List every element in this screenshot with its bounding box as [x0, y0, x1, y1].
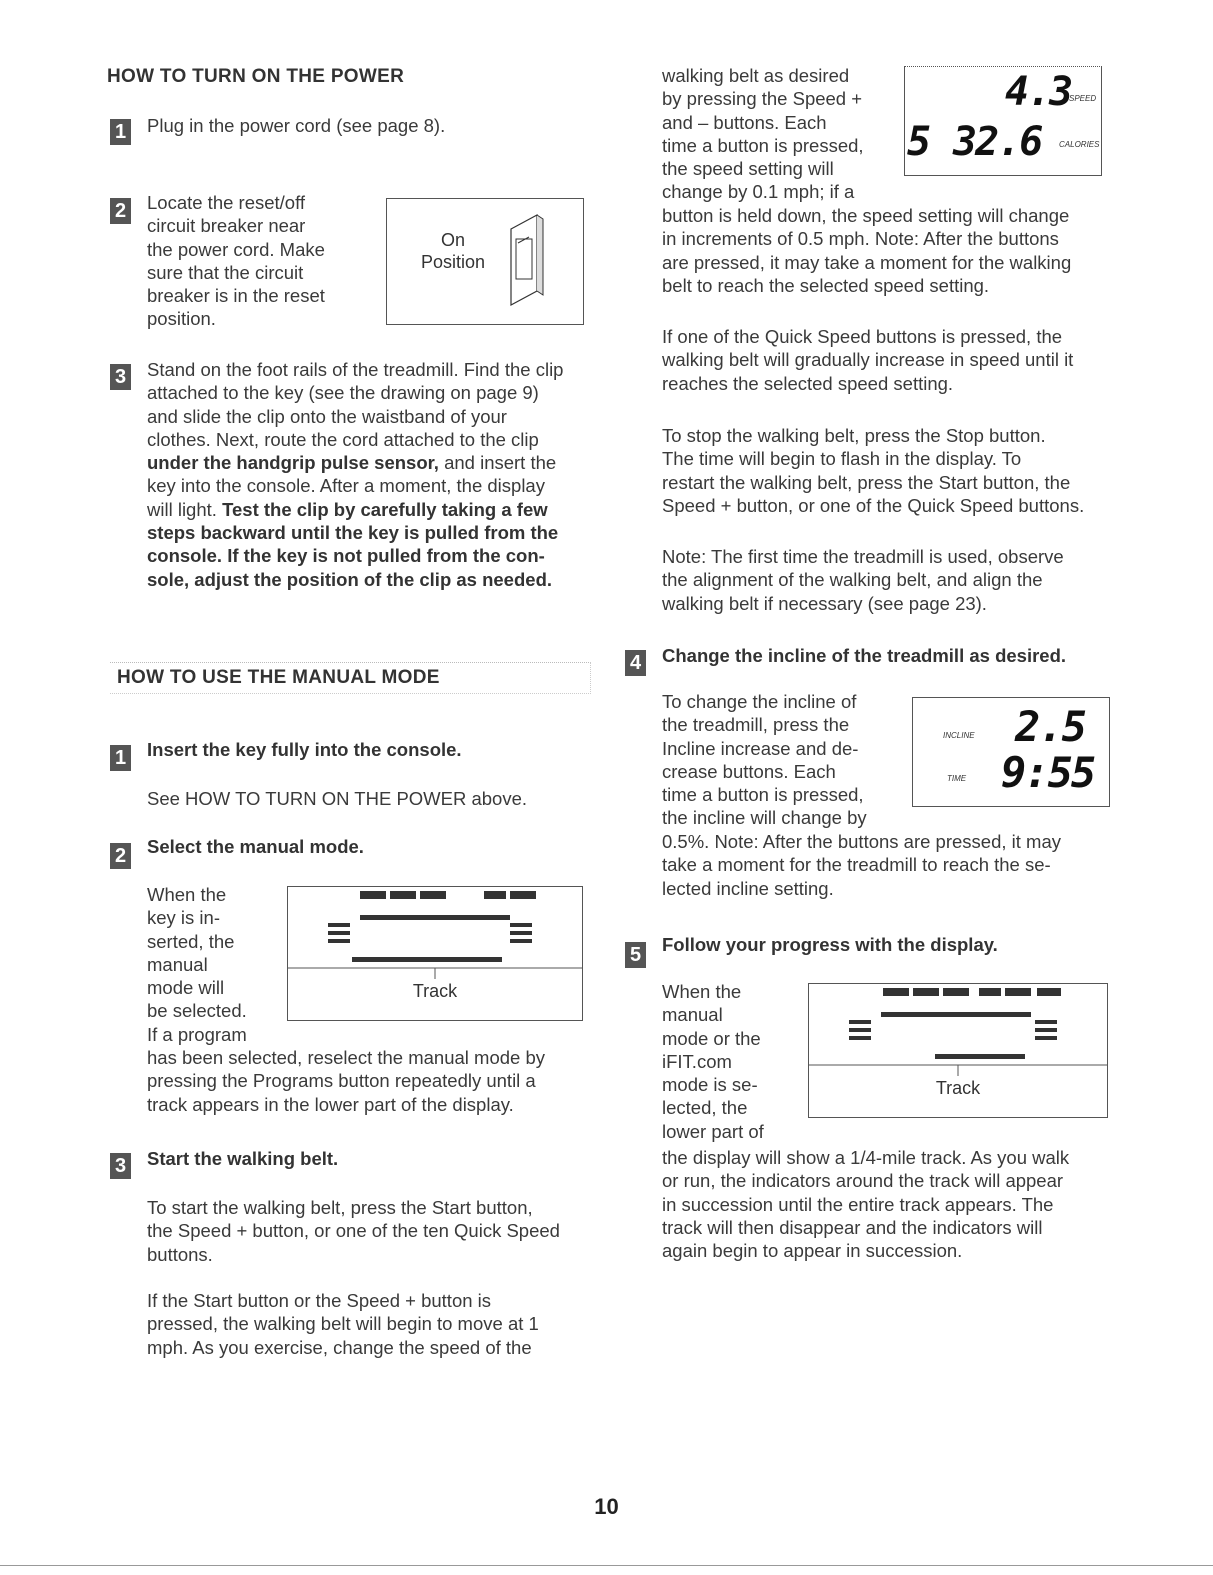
manual-step2-text: When the key is in- serted, the manual mode will be selected. If a program: [147, 884, 247, 1045]
manual-heading: HOW TO USE THE MANUAL MODE: [117, 667, 440, 688]
lcd-time-value: 9:55: [1001, 748, 1095, 797]
footer-divider: [0, 1565, 1213, 1566]
step-number-1: 1: [110, 119, 131, 145]
power-step3-text: Stand on the foot rails of the treadmill. Find the clip attached to the key (see the drawing on page 9) and slide the clip onto the waistband of your clothes. Next, route the cord attached to the clip under the handgrip pulse sensor, and insert the key into the console. After a moment, the display will light. Test the clip by carefully taking a few steps backward until the key is pulled from the console. If the key is not pulled from the con- sole, adjust the position of the clip as needed.: [147, 359, 564, 590]
power-step1-text: Plug in the power cord (see page 8).: [147, 115, 446, 136]
step-number-1: 1: [110, 745, 131, 771]
lcd-calories-label: CALORIES: [1059, 140, 1100, 149]
note-text: Note: The first time the treadmill is used, observe the alignment of the walking belt, and align the walking belt if necessary (see page 23).: [662, 546, 1064, 614]
track-label: Track: [935, 1078, 981, 1098]
step-number-4: 4: [625, 650, 646, 676]
step-number-2: 2: [110, 198, 131, 224]
figure-label-on: On: [440, 230, 465, 250]
lcd-bottom-left: 5: [907, 119, 930, 165]
quick-speed-text: If one of the Quick Speed buttons is pressed, the walking belt will gradually increase in speed until it reaches the selected speed setting.: [662, 326, 1074, 394]
speed-text-continued: button is held down, the speed setting will change in increments of 0.5 mph. Note: After the buttons are pressed, it may take a moment for the walking belt to reach the selected speed setting.: [662, 205, 1072, 296]
speed-calories-display: [904, 66, 1102, 176]
step-number-3: 3: [110, 1153, 131, 1179]
step-number-5: 5: [625, 942, 646, 968]
step-number-3: 3: [110, 364, 131, 390]
manual-step3-p1: To start the walking belt, press the Start button, the Speed + button, or one of the ten Quick Speed buttons.: [147, 1197, 560, 1265]
figure-label-position: Position: [420, 252, 486, 272]
manual-step3-p2: If the Start button or the Speed + button is pressed, the walking belt will begin to move at 1 mph. As you exercise, change the speed of the: [147, 1290, 539, 1358]
step-number-2: 2: [110, 843, 131, 869]
lcd-speed-label: SPEED: [1069, 94, 1097, 103]
progress-track-display: [808, 983, 1108, 1118]
power-heading: HOW TO TURN ON THE POWER: [107, 66, 405, 87]
breaker-switch-icon: [505, 209, 549, 309]
lcd-incline-label: INCLINE: [943, 731, 975, 740]
lcd-time-label: TIME: [947, 774, 967, 783]
stop-text: To stop the walking belt, press the Stop button. The time will begin to flash in the display. To restart the walking belt, press the Start button, the Speed + button, or one of the Quick Speed buttons.: [662, 425, 1085, 516]
manual-step1-title: Insert the key fully into the console.: [147, 739, 462, 760]
lcd-calories-value: 32.6: [953, 119, 1042, 165]
track-label: Track: [412, 981, 458, 1001]
step4-text: To change the incline of the treadmill, press the Incline increase and de- crease buttons. Each time a button is pressed, the incline will change by: [662, 691, 867, 829]
power-step2-text: Locate the reset/off circuit breaker near the power cord. Make sure that the circuit breaker is in the reset position.: [147, 192, 325, 330]
lcd-speed-value: 4.3: [1005, 69, 1072, 115]
manual-step3-title: Start the walking belt.: [147, 1148, 339, 1169]
manual-step2-continued: has been selected, reselect the manual mode by pressing the Programs button repeatedly until a track appears in the lower part of the display.: [147, 1047, 545, 1115]
manual-step1-text: See HOW TO TURN ON THE POWER above.: [147, 788, 528, 809]
step5-text-continued: the display will show a 1/4-mile track. As you walk or run, the indicators around the track will appear in succession until the entire track appears. The track will then disappear and the indicators will again begin to appear in succession.: [662, 1147, 1070, 1262]
manual-track-display: [287, 886, 583, 1021]
step5-text: When the manual mode or the iFIT.com mode is se- lected, the lower part of: [662, 981, 764, 1142]
lcd-incline-value: 2.5: [1015, 702, 1085, 751]
incline-time-display: [912, 697, 1110, 807]
speed-text: walking belt as desired by pressing the Speed + and – buttons. Each time a button is pressed, the speed setting will change by 0.1 mph; if a: [662, 65, 864, 203]
circuit-breaker-figure: [386, 198, 584, 325]
page-number: 10: [594, 1494, 619, 1519]
step4-title: Change the incline of the treadmill as desired.: [662, 645, 1067, 666]
step4-text-continued: 0.5%. Note: After the buttons are pressed, it may take a moment for the treadmill to reach the se- lected incline setting.: [662, 831, 1061, 899]
manual-step2-title: Select the manual mode.: [147, 836, 364, 857]
step5-title: Follow your progress with the display.: [662, 934, 998, 955]
